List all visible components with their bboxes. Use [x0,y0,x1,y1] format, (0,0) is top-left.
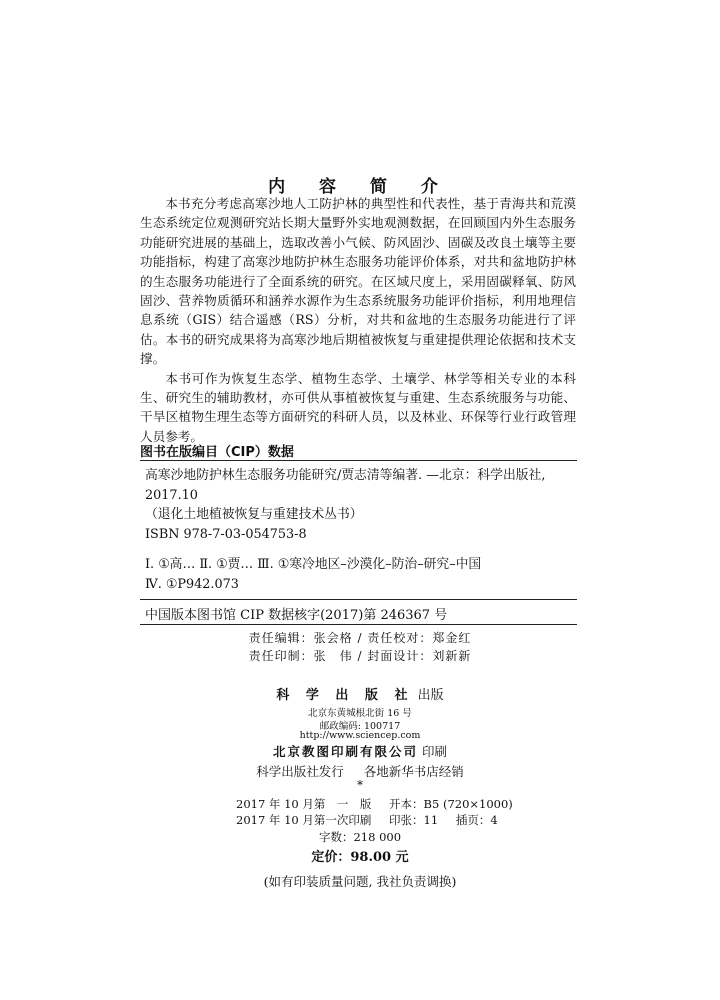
edition-date: 2017 年 10 月第 一 版 [236,797,372,811]
price: 定价：98.00 元 [311,850,409,865]
printing-plates: 插页：4 [455,813,498,827]
separator-star: * [357,778,363,792]
word-count: 字数：218 000 [318,830,402,844]
cip-line: 2017.10 [145,487,198,503]
cip-bottom-rule [140,624,577,625]
edition-format: 开本：B5 (720×1000) [389,797,513,811]
printing-line [236,812,498,828]
printer-suffix: 印刷 [421,744,447,759]
page-title: 内 容 简 介 [268,177,452,197]
printer-name: 北京教图印刷有限公司 [272,744,418,759]
publisher-address: 北京东黄城根北街 16 号 [308,708,412,719]
quality-notice: (如有印装质量问题, 我社负责调换) [263,874,457,889]
abstract-paragraph-2: 本书可作为恢复生态学、植物生态学、土壤学、林学等相关专业的本科生、研究生的辅助教材，亦可供从事植被恢复与重建、生态系统服务与功能、干旱区植物生理生态等方面研究的科研人员，以及林业、环保等行业行政管理人员参考。 [140,370,576,444]
cip-middle-rule [140,599,577,600]
distribution-seller: 各地新华书店经销 [363,764,464,779]
cip-top-rule [140,460,577,461]
cip-classification [145,555,577,594]
publisher-line [0,684,720,703]
cip-record [145,466,577,544]
cip-verify-number: 中国版本图书馆 CIP 数据核字(2017)第 246367 号 [145,608,448,623]
cip-class-line: Ⅰ. ①高… Ⅱ. ①贾… Ⅲ. ①寒冷地区–沙漠化–防治–研究–中国 [145,557,482,572]
printing-date: 2017 年 10 月第一次印刷 [236,813,372,827]
cip-line: 高寒沙地防护林生态服务功能研究/贾志清等编著. —北京：科学出版社, [145,468,546,483]
cip-isbn: ISBN 978-7-03-054753-8 [145,526,307,542]
distribution-issuer: 科学出版社发行 [256,764,344,779]
production-credits: 责任印制：张 伟 / 封面设计：刘新新 [248,649,472,663]
printer-line [0,742,720,760]
cip-heading: 图书在版编目（CIP）数据 [140,445,294,460]
abstract [140,194,576,446]
printing-sheets: 印张：11 [389,813,439,827]
abstract-paragraph-1: 本书充分考虑高寒沙地人工防护林的典型性和代表性，基于青海共和荒漠生态系统定位观测研究站长期大量野外实地观测数据，在回顾国内外生态服务功能研究进展的基础上，选取改善小气候、防风固沙、固碳及改良土壤等主要功能指标，构建了高寒沙地防护林生态服务功能评价体系，对共和盆地防护林的生态服务功能进行了全面系统的研究。在区域尺度上，采用固碳释氧、防风固沙、营养物质循环和涵养水源作为生态系统服务功能评价指标，利用地理信息系统（GIS）结合遥感（RS）分析，对共和盆地的生态服务功能进行了评估。本书的研究成果将为高寒沙地后期植被恢复与重建提供理论依据和技术支撑。 [140,196,576,367]
editor-credits: 责任编辑：张会格 / 责任校对：郑金红 [248,631,472,645]
cip-class-line: Ⅳ. ①P942.073 [145,576,239,592]
cip-line: （退化土地植被恢复与重建技术丛书） [145,507,363,523]
edition-line [236,796,513,812]
publisher-postcode: 邮政编码: 100717 [319,721,401,732]
publisher-suffix: 出版 [417,688,444,703]
publisher-url: http://www.sciencep.com [299,730,421,741]
publisher-name: 科 学 出 版 社 [276,688,414,703]
